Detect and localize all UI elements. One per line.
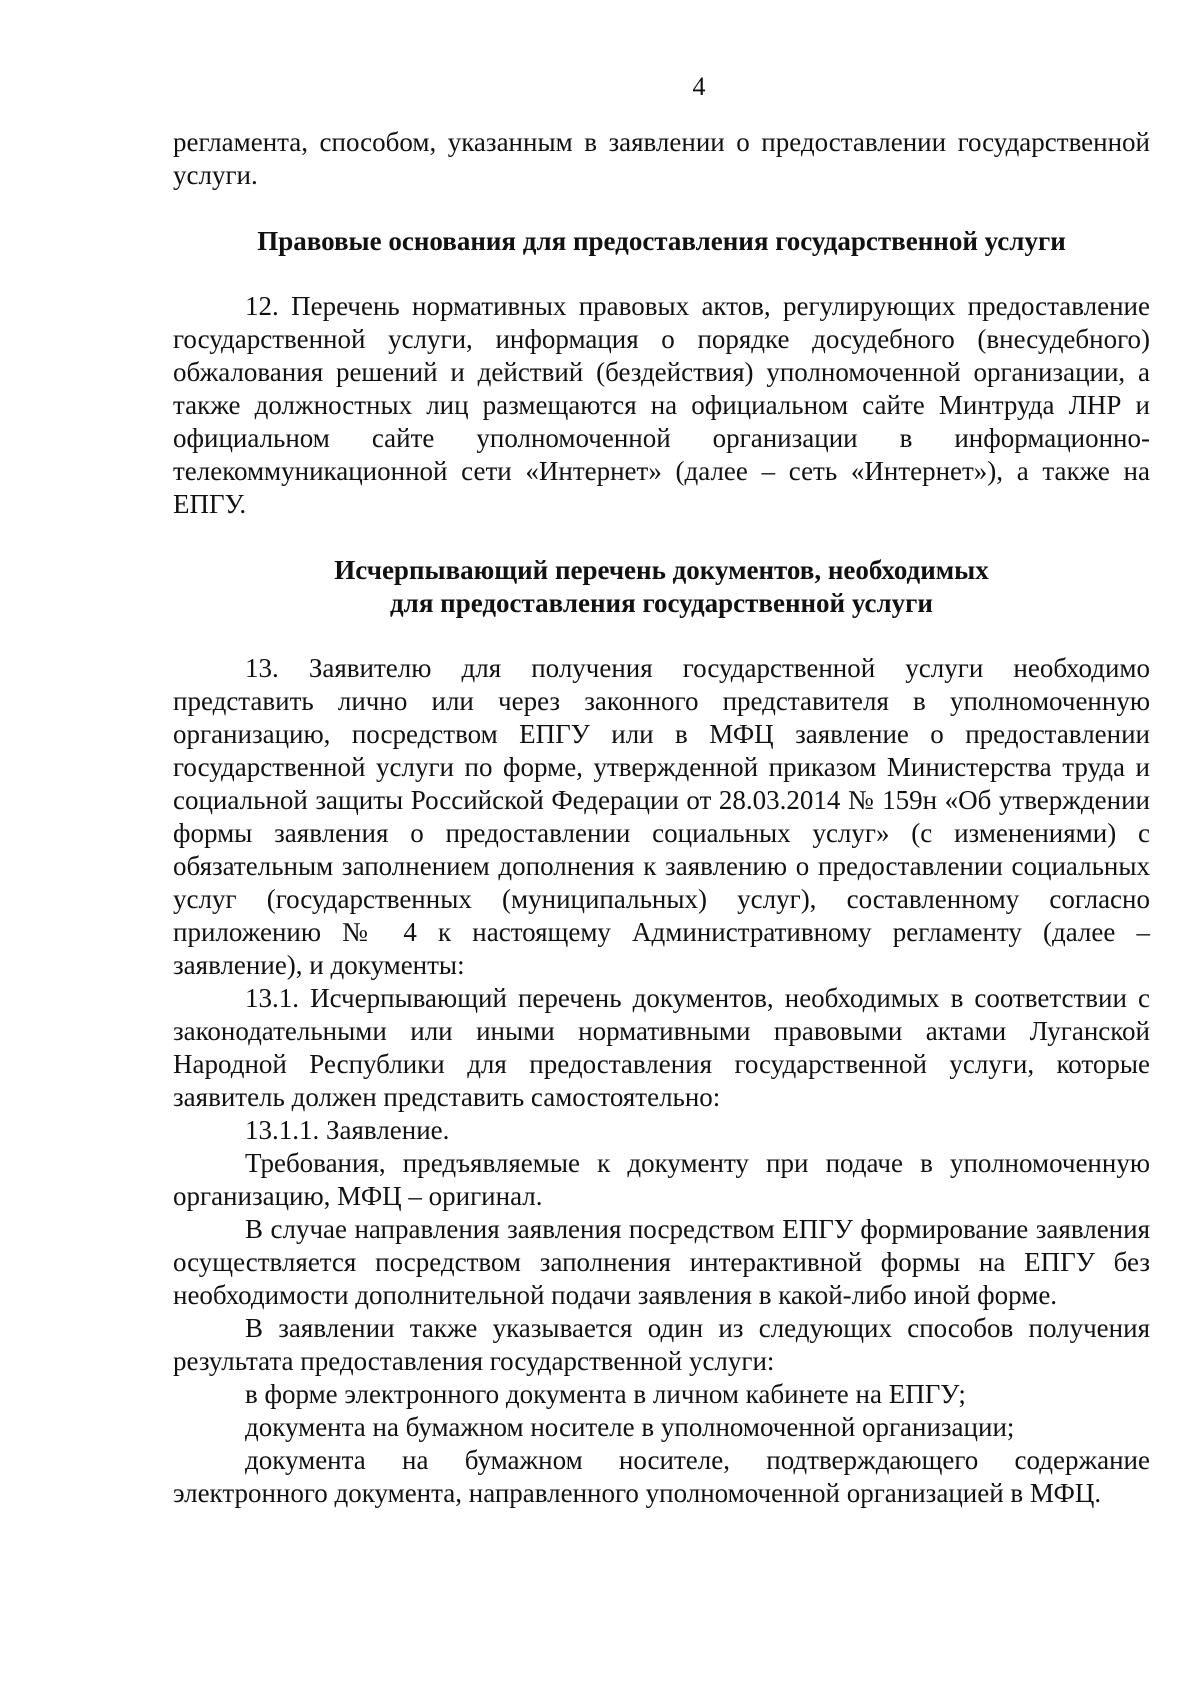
section-heading-legal: Правовые основания для предоставления государственной услуги	[257, 226, 1066, 256]
paragraph-13: 13. Заявителю для получения государственной услуги необходимо представить лично или через законного представителя в уполномоченную организацию, посредством ЕПГУ или в МФЦ заявление о предоставлении государственной услуги по форме, утвержденной приказом Министерства труда и социальной защиты Российской Федерации от 28.03.2014 № 159н «Об утверждении формы заявления о предоставлении социальных услуг» (с изменениями) с обязательным заполнением дополнения к заявлению о предоставлении социальных услуг (государственных (муниципальных) услуг), составленному согласно приложению № 4 к настоящему Административному регламенту (далее – заявление), и документы:	[173, 653, 1150, 980]
section-heading-documents	[173, 554, 1150, 620]
continuation-paragraph: регламента, способом, указанным в заявлении о предоставлении государственной услуги.	[173, 127, 1150, 190]
paragraph-12: 12. Перечень нормативных правовых актов, регулирующих предоставление государственной услуги, информация о порядке досудебного (внесудебного) обжалования решений и действий (бездействия) уполномоченной организации, а также должностных лиц размещаются на официальном сайте Минтруда ЛНР и официальном сайте уполномоченной организации в информационно-телекоммуникационной сети «Интернет» (далее – сеть «Интернет»), а также на ЕПГУ.	[173, 291, 1150, 519]
paragraph-13-1: 13.1. Исчерпывающий перечень документов, необходимых в соответствии с законодательными или иными нормативными правовыми актами Луганской Народной Республики для предоставления государственной услуги, которые заявитель должен представить самостоятельно:	[173, 983, 1150, 1112]
paragraph-epgu: В случае направления заявления посредством ЕПГУ формирование заявления осуществляется посредством заполнения интерактивной формы на ЕПГУ без необходимости дополнительной подачи заявления в какой-либо иной форме.	[173, 1214, 1150, 1310]
method-item-3: документа на бумажном носителе, подтверждающего содержание электронного документа, направленного уполномоченной организацией в МФЦ.	[173, 1445, 1150, 1508]
page-number: 4	[692, 72, 706, 101]
paragraph-requirements: Требования, предъявляемые к документу при подаче в уполномоченную организацию, МФЦ – оригинал.	[173, 1148, 1150, 1211]
method-item-1: в форме электронного документа в личном кабинете на ЕПГУ;	[245, 1379, 966, 1409]
section-heading-line-2: для предоставления государственной услуги	[390, 588, 933, 618]
paragraph-13-1-1: 13.1.1. Заявление.	[245, 1115, 450, 1145]
section-heading-line-1: Исчерпывающий перечень документов, необходимых	[334, 555, 989, 585]
paragraph-methods: В заявлении также указывается один из следующих способов получения результата предоставления государственной услуги:	[173, 1313, 1150, 1376]
document-page	[173, 70, 1150, 1510]
method-item-2: документа на бумажном носителе в уполномоченной организации;	[245, 1412, 1015, 1442]
